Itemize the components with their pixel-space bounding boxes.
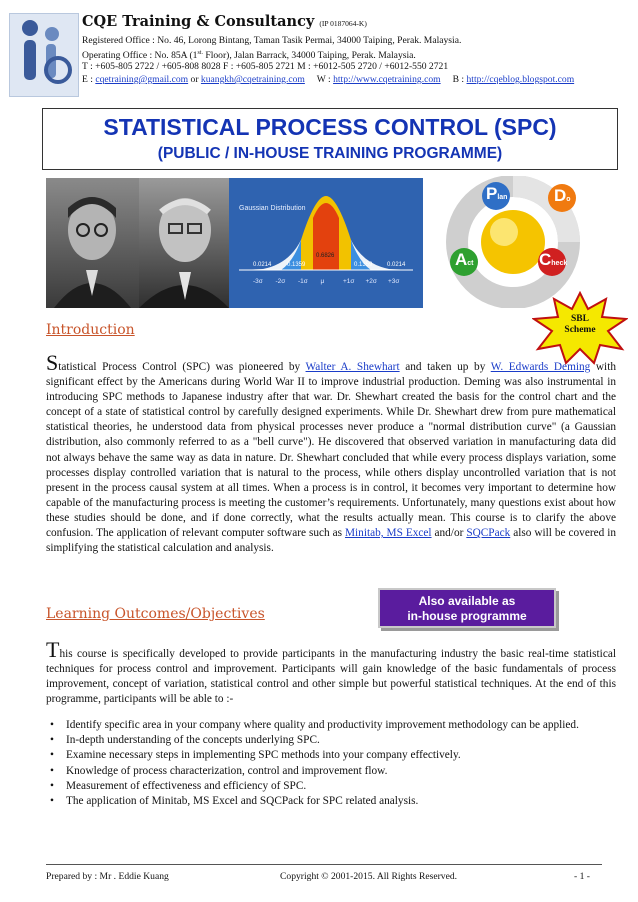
list-item: • Knowledge of process characterization, control and improvement flow. [46, 764, 606, 779]
portrait-graphic-1 [46, 178, 139, 308]
learning-outcomes-heading: Learning Outcomes/Objectives [46, 606, 265, 622]
center-value: 0.6826 [316, 253, 335, 259]
deming-link[interactable]: W. Edwards Deming [490, 361, 591, 373]
chart-title: Gaussian Distribution [239, 205, 306, 212]
sigma-axis-label: +1σ [343, 278, 355, 285]
pdca-plan-label: Plan [486, 184, 508, 203]
sigma-axis-label: +2σ [365, 278, 377, 285]
list-item: • Measurement of effectiveness and efficiency of SPC. [46, 779, 606, 794]
company-name: CQE Training & Consultancy (IP 0187064-K) [82, 13, 367, 30]
introduction-paragraph: Statistical Process Control (SPC) was pioneered by Walter A. Shewhart and taken up by W. Edwards Deming with significant effect by the Americans during World War II to improve industrial production. Deming was also instrumental in introducing SPC methods to Japanese industry after that war. Dr. Shewhart created the basis for the control chart and the concept of a state of statistical control by carefully designed experiments. While Dr. Shewhart drew from pure mathematical statistical theories, he understood data from physical processes never produce a "normal distribution curve" (a Gaussian distribution, also commonly referred to as a "bell curve"). He discovered that observed variation in manufacturing data did not always behave the same way as data in nature. Dr. Shewhart concluded that while every process displays variation, some processes display controlled variation that is natural to the process, while others display uncontrolled variation that is not present in the process causal system at all times. When a process is in control, it becomes very important to determine how capable of the manufacturing process is meeting the customer’s requirements. Unfortunately, many questions exist about how these studies should be done, and if done correctly, what the results actually mean. This course is to clarify the above confusion. The application of relevant computer software such as Minitab, MS Excel and/or SQCPack also will be covered in simplifying the statistical calculation and analysis. [46, 350, 617, 555]
mid-value-right: 0.1359 [354, 262, 373, 268]
company-logo [9, 13, 79, 97]
badge-text: SBL Scheme [564, 314, 596, 335]
deming-portrait [139, 178, 229, 308]
list-item: • In-depth understanding of the concepts underlying SPC. [46, 733, 606, 748]
gaussian-distribution-chart [229, 178, 423, 308]
pdca-cycle-graphic [438, 176, 588, 308]
pdca-act-label: Act [455, 250, 474, 269]
sigma-axis-label: -3σ [253, 278, 263, 285]
bell-curve-graphic [229, 178, 423, 308]
sigma-axis-labels [229, 278, 423, 288]
shewhart-portrait [46, 178, 139, 308]
list-item: • Examine necessary steps in implementing SPC methods into your company effectively. [46, 748, 606, 763]
page-subtitle: (PUBLIC / IN-HOUSE TRAINING PROGRAMME) [157, 145, 503, 162]
outcomes-dropcap: T [46, 637, 60, 662]
sigma-axis-label: +3σ [388, 278, 400, 285]
page-title: STATISTICAL PROCESS CONTROL (SPC) [103, 114, 557, 140]
shewhart-link[interactable]: Walter A. Shewhart [305, 361, 400, 373]
sigma-axis-label: -1σ [298, 278, 308, 285]
sigma-axis-label: -2σ [275, 278, 286, 285]
intro-dropcap: S [46, 350, 59, 375]
footer-prepared-by: Prepared by : Mr . Eddie Kuang [46, 871, 169, 882]
registered-office: Registered Office : No. 46, Lorong Bintang, Taman Tasik Permai, 34000 Taiping, Perak. Malaysia. [82, 35, 462, 46]
tail-value-left: 0.0214 [253, 262, 272, 268]
footer-divider [46, 864, 602, 865]
sbl-scheme-badge [532, 291, 628, 365]
contact-line: E : cqetraining@gmail.com or kuangkh@cqetraining.com W : http://www.cqetraining.com B : http://cqeblog.blogspot.com [82, 74, 575, 85]
tail-value-right: 0.0214 [387, 262, 406, 268]
company-reg-no: (IP 0187064-K) [319, 19, 367, 28]
mid-value-left: 0.1359 [287, 262, 306, 268]
introduction-heading: Introduction [46, 322, 135, 338]
in-house-banner: Also available as in-house programme [378, 588, 556, 628]
minitab-excel-link[interactable]: Minitab, MS Excel [344, 527, 432, 540]
website-link[interactable]: http://www.cqetraining.com [333, 74, 441, 85]
logo-graphic [10, 14, 78, 96]
outcomes-paragraph: This course is specifically developed to provide participants in the manufacturing industry the basic real-time statistical techniques for process control and improvement. Participants will gain knowledge of the basic fundamentals of process improvement, concept of variation, statistical control and other simple but powerful statistical techniques. At the end of this programme, participants will be able to :- [46, 637, 616, 706]
page-number: - 1 - [574, 871, 590, 882]
outcomes-list [46, 718, 606, 809]
sigma-axis-label: μ [320, 278, 325, 285]
email-link-2[interactable]: kuangkh@cqetraining.com [200, 74, 305, 85]
phone-line: T : +605-805 2722 / +605-808 8028 F : +605-805 2721 M : +6012-505 2720 / +6012-550 2721 [82, 61, 449, 72]
list-item: • Identify specific area in your company where quality and productivity improvement methodology can be applied. [46, 718, 606, 733]
pdca-do-label: Do [554, 186, 571, 205]
portrait-graphic-2 [139, 178, 229, 308]
footer-copyright: Copyright © 2001-2015. All Rights Reserved. [280, 871, 458, 882]
sqcpack-link[interactable]: SQCPack [466, 527, 511, 540]
pdca-check-label: Check [539, 250, 568, 269]
operating-office: Operating Office : No. 85A ($1^{st.}$ Floor), Jalan Barrack, 34000 Taiping, Perak. Malaysia. [82, 50, 416, 62]
list-item: • The application of Minitab, MS Excel and SQCPack for SPC related analysis. [46, 794, 606, 809]
title-box [42, 108, 618, 170]
email-link-1[interactable]: cqetraining@gmail.com [95, 74, 189, 85]
blog-link[interactable]: http://cqeblog.blogspot.com [466, 74, 575, 85]
